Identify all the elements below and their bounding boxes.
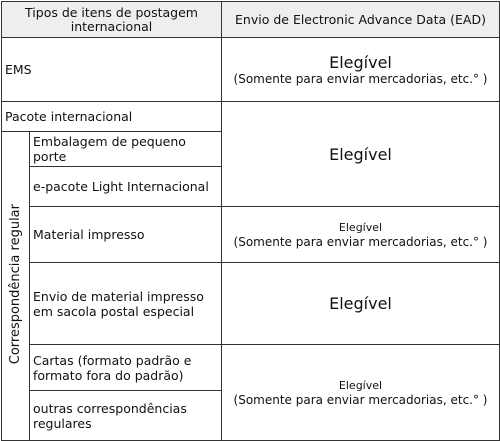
cell-outras: outras correspondências regulares: [30, 391, 222, 441]
ems-note: (Somente para enviar mercadorias, etc.° ): [233, 72, 488, 86]
header-row: [2, 2, 500, 38]
cell-material-ead: [222, 207, 500, 263]
cell-embalagem: Embalagem de pequeno porte: [30, 132, 222, 167]
cell-sacola-ead: [222, 263, 500, 345]
group2-note: (Somente para enviar mercadorias, etc.° ): [233, 392, 488, 407]
cell-material-impresso: Material impresso: [30, 207, 222, 263]
group2-elegivel: Elegível: [338, 378, 383, 392]
material-elegivel: Elegível: [338, 220, 383, 234]
header-ead: Envio de Electronic Advance Data (EAD): [222, 2, 500, 38]
row-sacola: [2, 263, 500, 345]
cell-correspondencia-regular: [2, 132, 30, 441]
ems-elegivel: Elegível: [329, 53, 392, 72]
cell-ems: EMS: [2, 38, 222, 102]
header-item-types: Tipos de itens de postagem internacional: [2, 2, 222, 38]
cell-cartas: Cartas (formato padrão e formato fora do padrão): [30, 345, 222, 391]
ead-eligibility-table: [1, 1, 500, 441]
cell-sacola: Envio de material impresso em sacola postal especial: [30, 263, 222, 345]
row-ems: [2, 38, 500, 102]
row-material-impresso: [2, 207, 500, 263]
cell-epacote: e-pacote Light Internacional: [30, 167, 222, 207]
cell-group2-ead: [222, 345, 500, 441]
sacola-elegivel: Elegível: [329, 294, 392, 313]
cell-ems-ead: [222, 38, 500, 102]
cell-group1-ead: [222, 102, 500, 207]
row-cartas: [2, 345, 500, 391]
material-note: (Somente para enviar mercadorias, etc.° ): [233, 234, 488, 249]
correspondencia-regular-label: Correspondência regular: [8, 203, 23, 365]
group1-elegivel: Elegível: [329, 144, 392, 164]
cell-pacote: Pacote internacional: [2, 102, 222, 132]
row-pacote: [2, 102, 500, 132]
